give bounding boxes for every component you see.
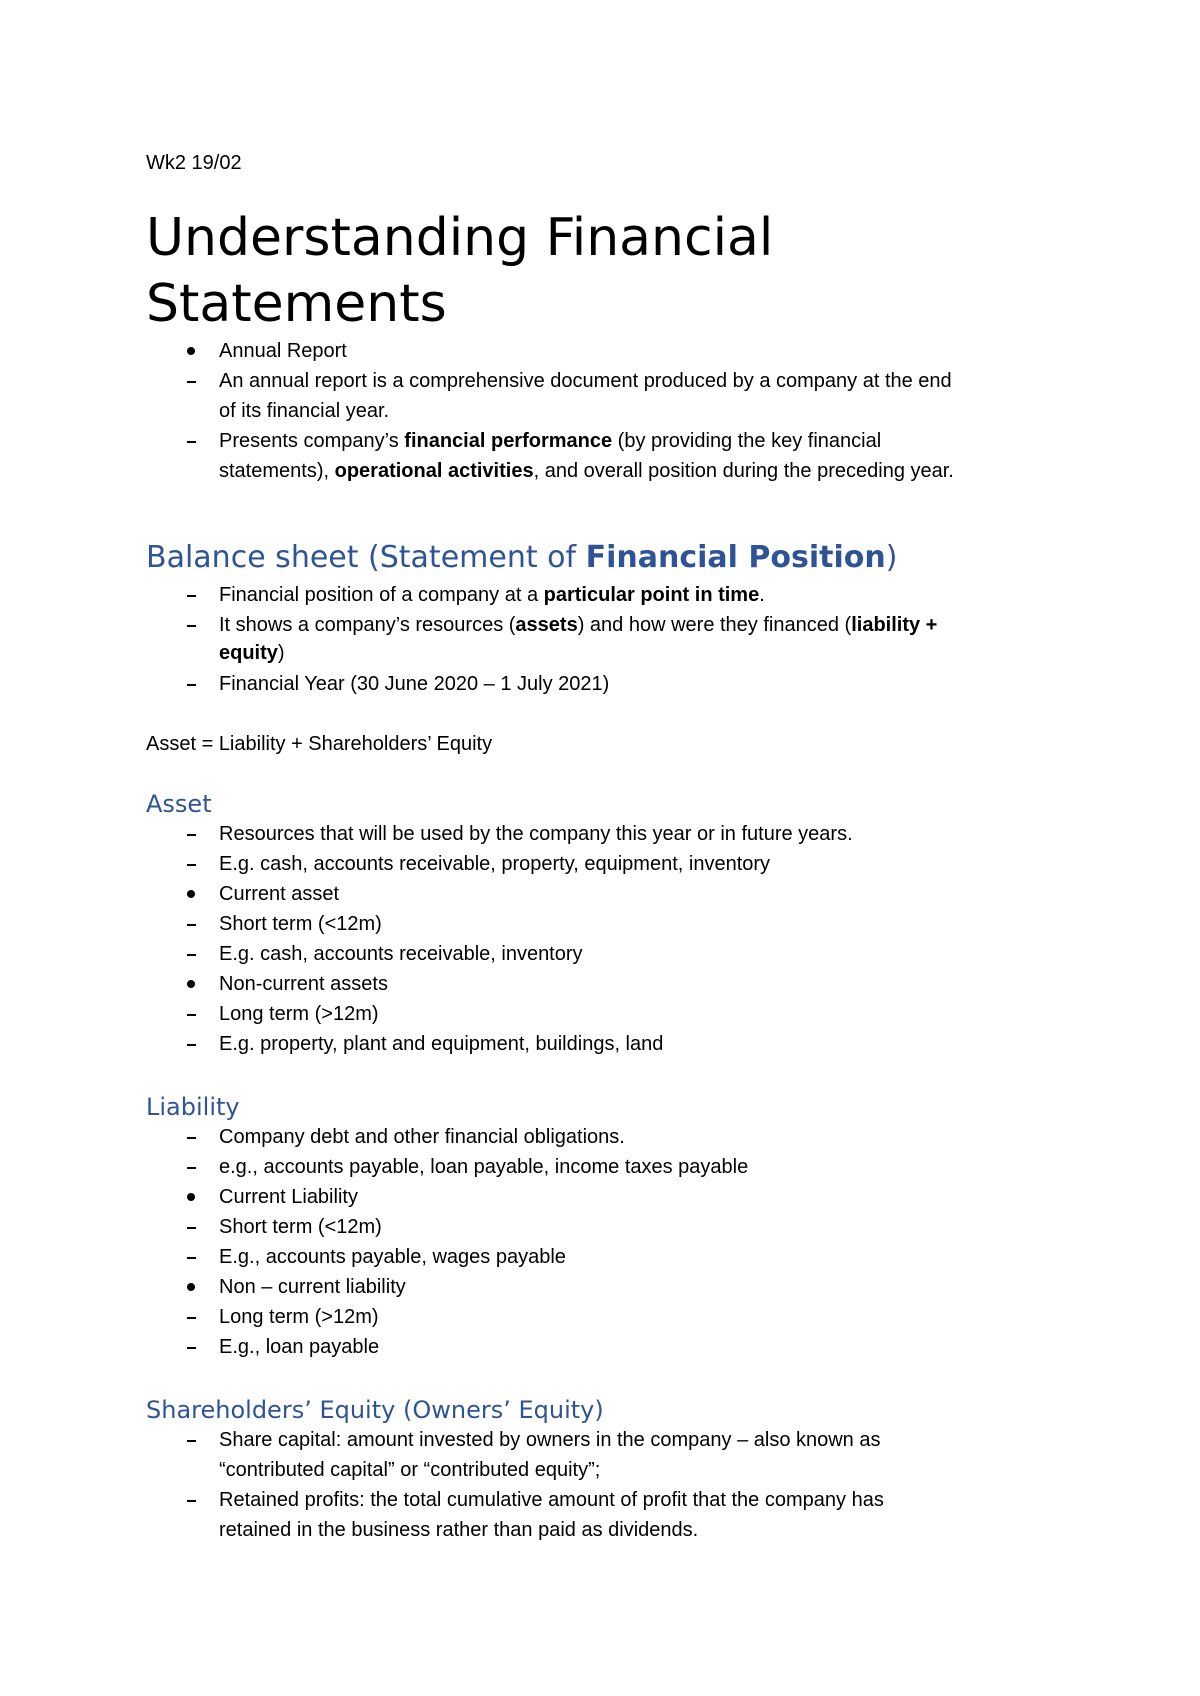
asset-item: E.g. cash, accounts receivable, property, equipment, inventory [219, 853, 771, 875]
dash-icon [187, 954, 196, 956]
asset-item: E.g. property, plant and equipment, buildings, land [219, 1033, 664, 1055]
dash-icon [187, 1014, 196, 1016]
dash-icon [187, 1044, 196, 1046]
annual-desc-line-2: of its financial year. [219, 400, 390, 422]
asset-item: E.g. cash, accounts receivable, inventory [219, 943, 583, 965]
liability-item: Non – current liability [219, 1276, 406, 1298]
equity-share-capital-line-2: “contributed capital” or “contributed equity”; [219, 1459, 601, 1481]
liability-item: Short term (<12m) [219, 1216, 382, 1238]
dash-icon [187, 684, 196, 686]
bullet-dot-icon [187, 1193, 195, 1201]
dash-icon [187, 441, 196, 443]
page-title-line-2: Statements [146, 274, 447, 334]
dash-icon [187, 834, 196, 836]
liability-heading: Liability [146, 1093, 240, 1121]
page-title-line-1: Understanding Financial [146, 208, 774, 268]
asset-item: Long term (>12m) [219, 1003, 379, 1025]
bullet-dot-icon [187, 1283, 195, 1291]
dash-icon [187, 1227, 196, 1229]
date-label: Wk2 19/02 [146, 152, 242, 174]
balance-sheet-heading: Balance sheet (Statement of Financial Position) [146, 540, 898, 575]
liability-item: e.g., accounts payable, loan payable, income taxes payable [219, 1156, 749, 1178]
liability-item: Current Liability [219, 1186, 358, 1208]
accounting-equation: Asset = Liability + Shareholders’ Equity [146, 733, 493, 755]
bullet-dot-icon [187, 980, 195, 988]
annual-report-bullet: Annual Report [219, 340, 347, 362]
dash-icon [187, 1257, 196, 1259]
dash-icon [187, 595, 196, 597]
annual-desc-line-1: An annual report is a comprehensive document produced by a company at the end [219, 370, 952, 392]
dash-icon [187, 1347, 196, 1349]
asset-item: Resources that will be used by the company this year or in future years. [219, 823, 853, 845]
liability-item: E.g., accounts payable, wages payable [219, 1246, 566, 1268]
dash-icon [187, 1317, 196, 1319]
balance-point-3: Financial Year (30 June 2020 – 1 July 2021) [219, 673, 610, 695]
dash-icon [187, 864, 196, 866]
balance-point-2-line-2: equity) [219, 642, 285, 664]
asset-item: Short term (<12m) [219, 913, 382, 935]
equity-retained-profits-line-2: retained in the business rather than paid as dividends. [219, 1519, 699, 1541]
liability-item: E.g., loan payable [219, 1336, 380, 1358]
dash-icon [187, 1500, 196, 1502]
bullet-dot-icon [187, 890, 195, 898]
equity-heading: Shareholders’ Equity (Owners’ Equity) [146, 1396, 604, 1424]
annual-presents-line-2: statements), operational activities, and overall position during the preceding year. [219, 460, 954, 482]
dash-icon [187, 1137, 196, 1139]
dash-icon [187, 625, 196, 627]
dash-icon [187, 1440, 196, 1442]
liability-item: Long term (>12m) [219, 1306, 379, 1328]
asset-heading: Asset [146, 790, 212, 818]
dash-icon [187, 1167, 196, 1169]
asset-item: Non-current assets [219, 973, 388, 995]
dash-icon [187, 381, 196, 383]
dash-icon [187, 924, 196, 926]
bullet-dot-icon [187, 347, 195, 355]
annual-presents-line-1: Presents company’s financial performance (by providing the key financial [219, 430, 882, 452]
liability-item: Company debt and other financial obligations. [219, 1126, 625, 1148]
asset-item: Current asset [219, 883, 340, 905]
balance-point-2-line-1: It shows a company’s resources (assets) and how were they financed (liability + [219, 614, 938, 636]
balance-point-1: Financial position of a company at a particular point in time. [219, 584, 765, 606]
equity-retained-profits-line-1: Retained profits: the total cumulative amount of profit that the company has [219, 1489, 884, 1511]
equity-share-capital-line-1: Share capital: amount invested by owners in the company – also known as [219, 1429, 881, 1451]
